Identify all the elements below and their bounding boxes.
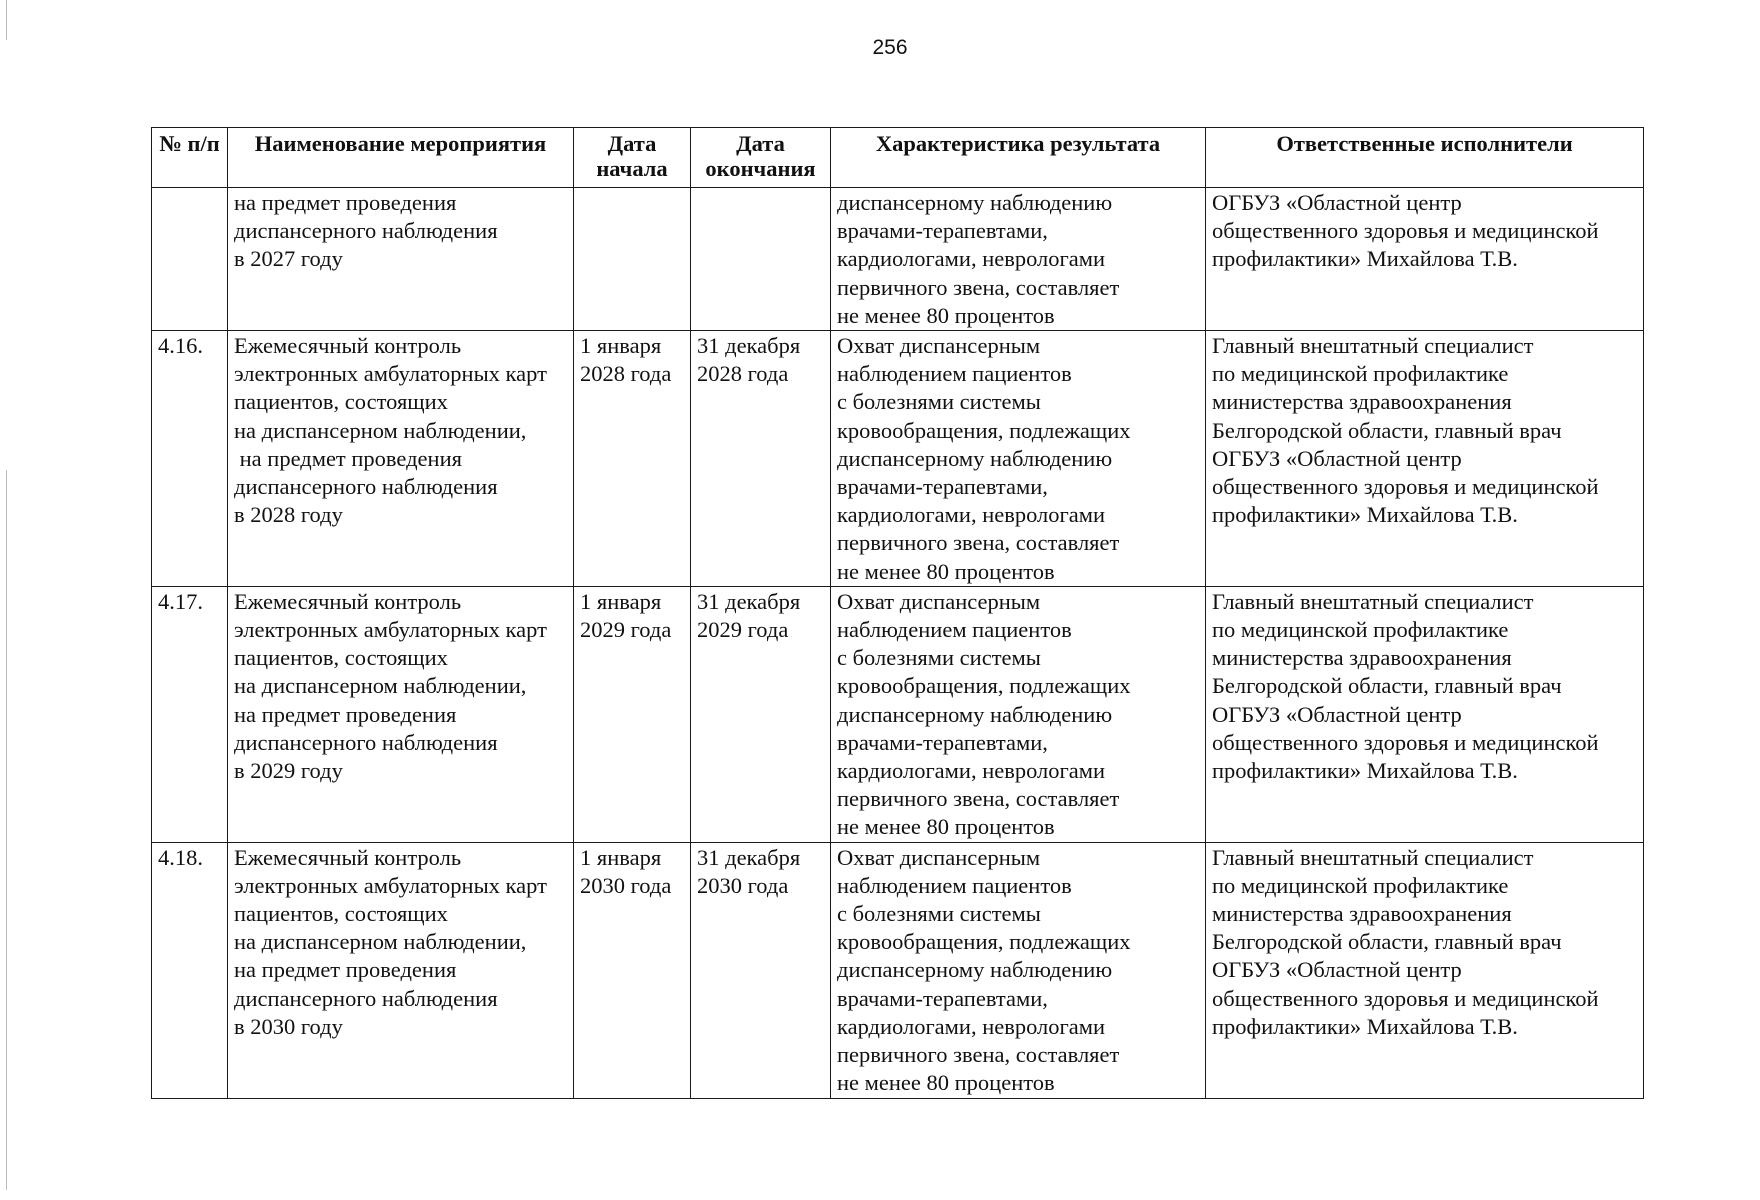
cell-name: Ежемесячный контроль электронных амбулаторных карт пациентов, состоящих на диспансерном наблюдении, на предмет проведения диспансерного наблюдения в 2028 году (228, 331, 574, 587)
cell-name: Ежемесячный контроль электронных амбулаторных карт пациентов, состоящих на диспансерном наблюдении, на предмет проведения диспансерного наблюдения в 2030 году (228, 842, 574, 1098)
cell-responsible: ОГБУЗ «Областной центр общественного здоровья и медицинской профилактики» Михайлова Т.В. (1206, 188, 1644, 331)
cell-end-date: 31 декабря 2029 года (691, 586, 831, 842)
table-row (152, 331, 1644, 587)
cell-responsible: Главный внештатный специалист по медицинской профилактике министерства здравоохранения Белгородской области, главный врач ОГБУЗ «Областной центр общественного здоровья и медицинской профилактики» Михайлова Т.В. (1206, 842, 1644, 1098)
table-body (152, 188, 1644, 1099)
header-end-date: Дата окончания (691, 128, 831, 188)
cell-start-date: 1 января 2029 года (574, 586, 691, 842)
page-number: 256 (872, 36, 908, 59)
header-result: Характеристика результата (831, 128, 1206, 188)
header-name: Наименование мероприятия (228, 128, 574, 188)
cell-result: Охват диспансерным наблюдением пациентов с болезнями системы кровообращения, подлежащих диспансерному наблюдению врачами-терапевтами, кардиологами, неврологами первичного звена, составляет не менее 80 процентов (831, 331, 1206, 587)
cell-num: 4.18. (152, 842, 228, 1098)
cell-end-date: 31 декабря 2030 года (691, 842, 831, 1098)
table-row (152, 586, 1644, 842)
cell-responsible: Главный внештатный специалист по медицинской профилактике министерства здравоохранения Белгородской области, главный врач ОГБУЗ «Областной центр общественного здоровья и медицинской профилактики» Михайлова Т.В. (1206, 586, 1644, 842)
cell-result: диспансерному наблюдению врачами-терапевтами, кардиологами, неврологами первичного звена, составляет не менее 80 процентов (831, 188, 1206, 331)
cell-end-date (691, 188, 831, 331)
cell-num: 4.17. (152, 586, 228, 842)
scan-edge-mark (6, 0, 7, 40)
cell-start-date: 1 января 2030 года (574, 842, 691, 1098)
cell-end-date: 31 декабря 2028 года (691, 331, 831, 587)
header-num: № п/п (152, 128, 228, 188)
cell-name: на предмет проведения диспансерного наблюдения в 2027 году (228, 188, 574, 331)
cell-result: Охват диспансерным наблюдением пациентов с болезнями системы кровообращения, подлежащих диспансерному наблюдению врачами-терапевтами, кардиологами, неврологами первичного звена, составляет не менее 80 процентов (831, 586, 1206, 842)
table-row (152, 842, 1644, 1098)
cell-result: Охват диспансерным наблюдением пациентов с болезнями системы кровообращения, подлежащих диспансерному наблюдению врачами-терапевтами, кардиологами, неврологами первичного звена, составляет не менее 80 процентов (831, 842, 1206, 1098)
header-start-date: Дата начала (574, 128, 691, 188)
table-row (152, 188, 1644, 331)
cell-start-date: 1 января 2028 года (574, 331, 691, 587)
activities-table (151, 127, 1644, 1099)
header-responsible: Ответственные исполнители (1206, 128, 1644, 188)
table-header (152, 128, 1644, 188)
header-row (152, 128, 1644, 188)
cell-num: 4.16. (152, 331, 228, 587)
scan-edge-mark (6, 470, 7, 1190)
cell-responsible: Главный внештатный специалист по медицинской профилактике министерства здравоохранения Белгородской области, главный врач ОГБУЗ «Областной центр общественного здоровья и медицинской профилактики» Михайлова Т.В. (1206, 331, 1644, 587)
cell-name: Ежемесячный контроль электронных амбулаторных карт пациентов, состоящих на диспансерном наблюдении, на предмет проведения диспансерного наблюдения в 2029 году (228, 586, 574, 842)
cell-start-date (574, 188, 691, 331)
cell-num (152, 188, 228, 331)
